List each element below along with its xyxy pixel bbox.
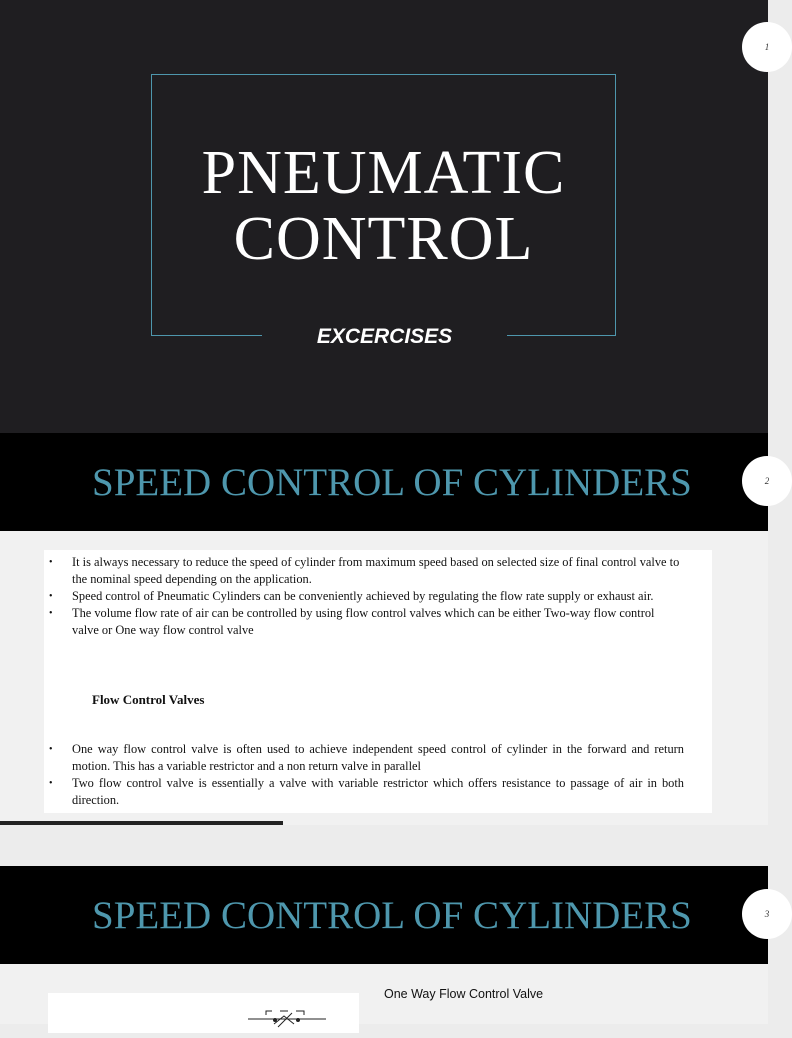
slide-title: SPEED CONTROL OF CYLINDERS xyxy=(92,461,692,504)
bullet-icon: • xyxy=(49,557,53,568)
bullet-list-bottom xyxy=(44,741,684,809)
page-number-badge: 3 xyxy=(742,889,792,939)
title-slide xyxy=(0,0,768,433)
valve-diagram xyxy=(48,993,359,1033)
divider-rule xyxy=(0,821,283,825)
presentation-title xyxy=(151,140,616,272)
title-line-1: PNEUMATIC xyxy=(201,139,566,207)
content-slide-valve xyxy=(0,866,768,1024)
bullet-icon: • xyxy=(49,608,53,619)
list-item: • Two flow control valve is essentially a valve with variable restrictor which offers resistance to passage of air in both direction. xyxy=(49,776,684,807)
title-line-2: CONTROL xyxy=(233,205,534,273)
content-slide-speed-control xyxy=(0,433,768,825)
list-item: • The volume flow rate of air can be controlled by using flow control valves which can be either Two-way flow control valve or One way flow control valve xyxy=(49,606,655,637)
bullet-list-top xyxy=(44,554,684,639)
list-item: • Speed control of Pneumatic Cylinders can be conveniently achieved by regulating the flow rate supply or exhaust air. xyxy=(49,589,654,603)
list-item: • One way flow control valve is often used to achieve independent speed control of cylinder in the forward and return motion. This has a variable restrictor and a non return valve in parallel xyxy=(49,742,684,773)
bullet-icon: • xyxy=(49,778,53,789)
slide-title: SPEED CONTROL OF CYLINDERS xyxy=(92,894,692,937)
list-item: • It is always necessary to reduce the speed of cylinder from maximum speed based on selected size of final control valve to the nominal speed depending on the application. xyxy=(49,555,680,586)
diagram-caption: One Way Flow Control Valve xyxy=(384,987,544,1001)
page-number-badge: 2 xyxy=(742,456,792,506)
bullet-icon: • xyxy=(49,591,53,602)
bullet-icon: • xyxy=(49,744,53,755)
presentation-subtitle: EXCERCISES xyxy=(316,325,453,348)
page-number-badge: 1 xyxy=(742,22,792,72)
section-subheading: Flow Control Valves xyxy=(92,692,205,707)
slide-header xyxy=(0,433,768,531)
text-content-box xyxy=(44,550,712,813)
slide-header xyxy=(0,866,768,964)
valve-symbol-icon xyxy=(48,993,359,1033)
